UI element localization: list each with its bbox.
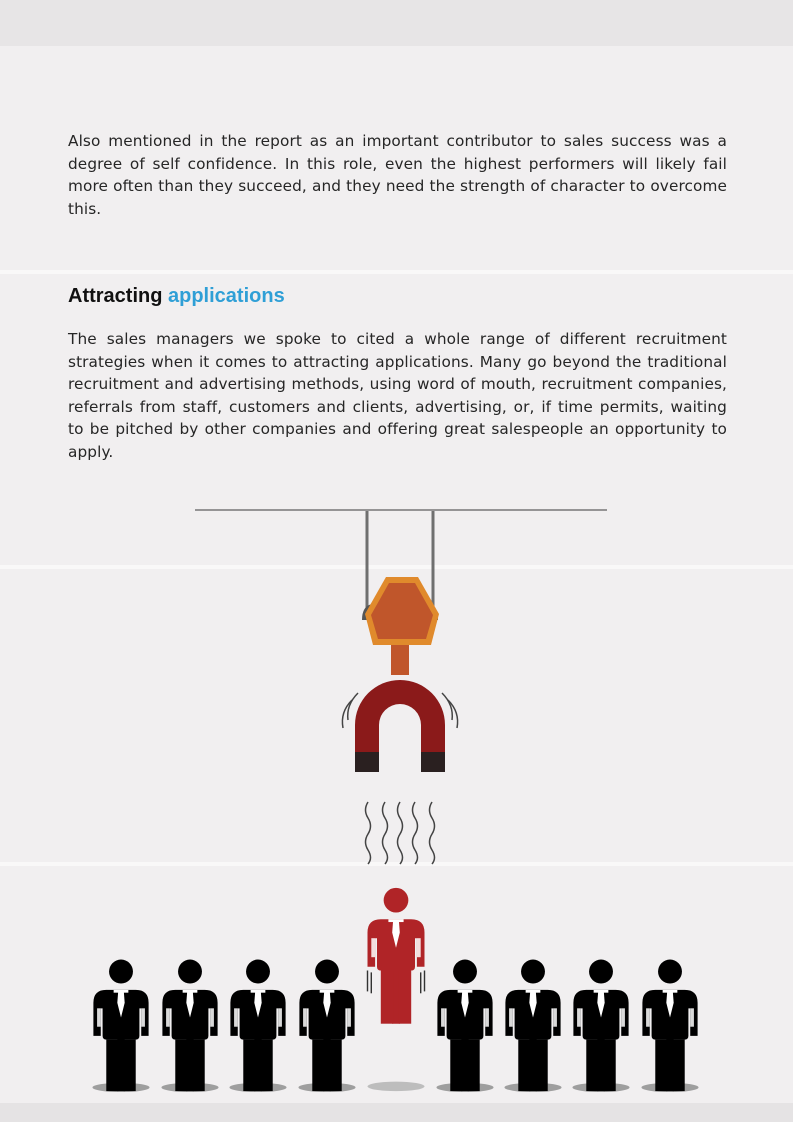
person-icon	[161, 960, 218, 1092]
page-bottom-band	[0, 1103, 793, 1122]
section-heading	[68, 284, 285, 308]
magnet-icon	[342, 680, 457, 772]
person-icon	[229, 960, 286, 1092]
person-icon	[572, 960, 629, 1092]
crane-claw-icon	[362, 511, 439, 675]
person-icon	[436, 960, 493, 1092]
person-icon	[504, 960, 561, 1092]
heading-text: Attracting	[68, 285, 168, 307]
person-icon	[298, 960, 355, 1092]
highlighted-person-icon	[368, 888, 425, 1091]
page-top-band	[0, 0, 793, 46]
person-icon	[641, 960, 698, 1092]
body-paragraph-applications: The sales managers we spoke to cited a whole range of different recruitment strategies when it comes to attracting applications. Many go beyond the traditional recruitment and advertising methods, using word of mouth, recruitment companies, referrals from staff, customers and clients, advertising, or, if time permits, waiting to be pitched by other companies and offering great salespeople an opportunity to apply.	[68, 330, 727, 461]
magnet-attraction-illustration	[0, 490, 793, 1110]
heading-accent-text: applications	[168, 285, 285, 307]
person-icon	[92, 960, 149, 1092]
body-paragraph-confidence: Also mentioned in the report as an important contributor to sales success was a degree of self confidence. In this role, even the highest performers will likely fail more often than they succeed, and they need the strength of character to overcome this.	[68, 132, 727, 218]
background-stripe	[0, 270, 793, 274]
attraction-waves-icon	[366, 802, 435, 864]
